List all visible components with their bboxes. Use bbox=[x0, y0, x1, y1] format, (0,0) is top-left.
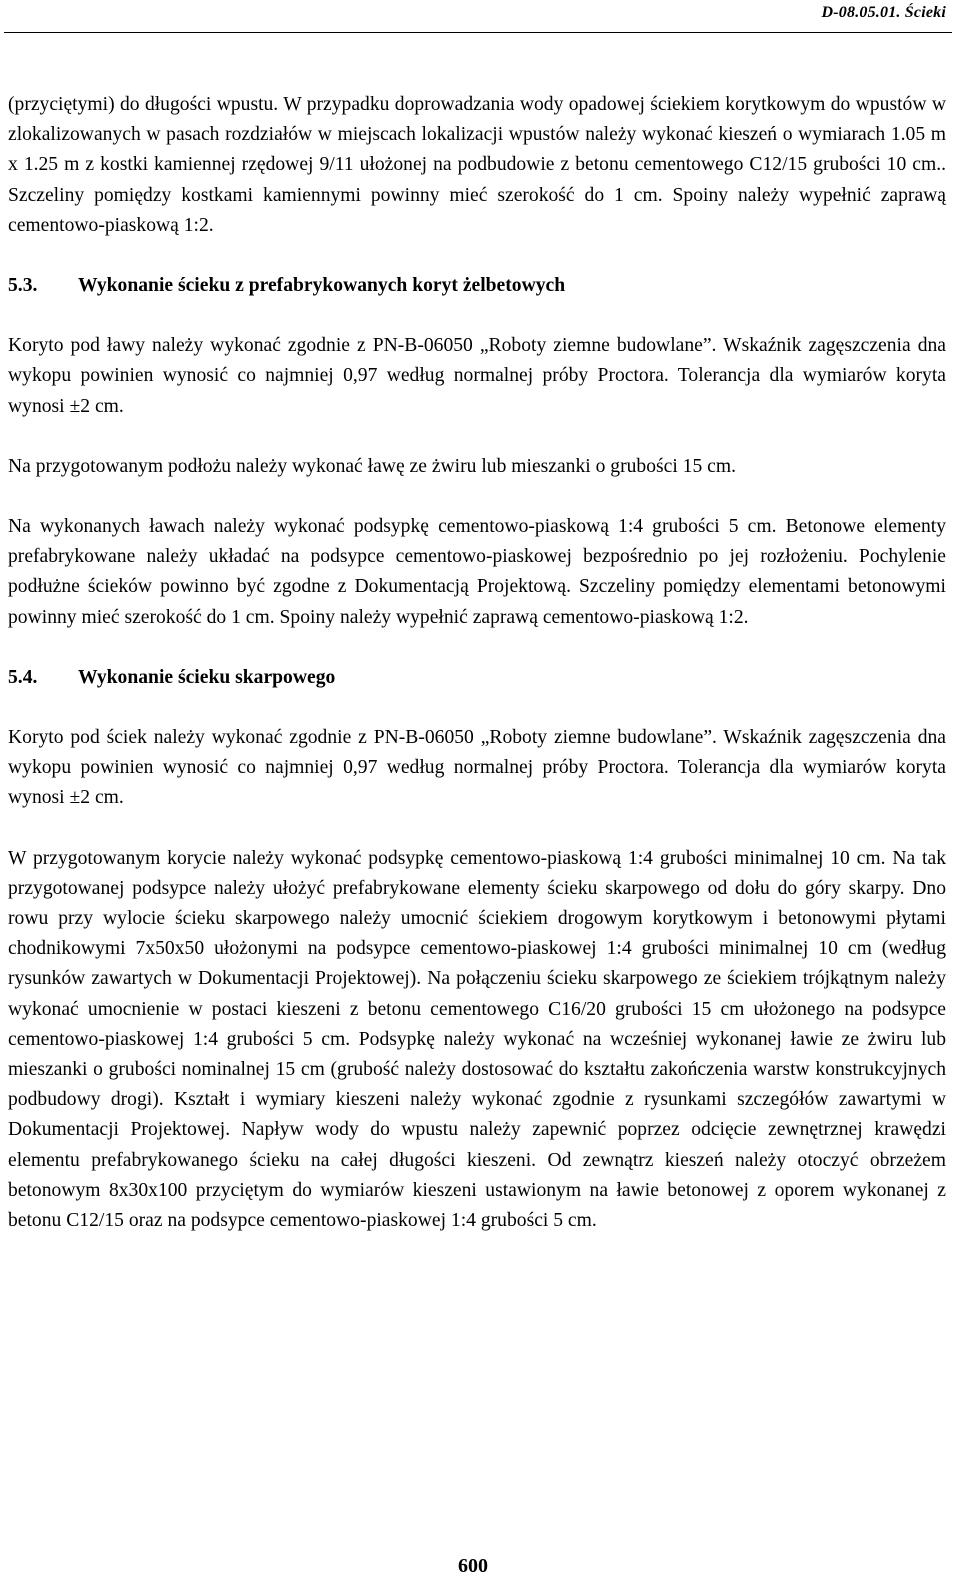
section-heading-5-3 bbox=[8, 271, 946, 301]
running-header: D-08.05.01. Ścieki bbox=[821, 4, 946, 21]
paragraph: Koryto pod ściek należy wykonać zgodnie z PN-B-06050 „Roboty ziemne budowlane”. Wskaźnik zagęszczenia dna wykopu powinien wynosić co najmniej 0,97 według normalnej próby Proctora. Tolerancja dla wymiarów koryta wynosi ±2 cm. bbox=[8, 727, 946, 809]
section-heading-5-4 bbox=[8, 663, 946, 693]
paragraph: W przygotowanym korycie należy wykonać podsypkę cementowo-piaskową 1:4 grubości minimalnej 10 cm. Na tak przygotowanej podsypce należy ułożyć prefabrykowane elementy ścieku skarpowego od dołu do góry skarpy. Dno rowu przy wylocie ścieku skarpowego należy umocnić ściekiem drogowym korytkowym i betonowymi płytami chodnikowymi 7x50x50 ułożonymi na podsypce cementowo-piaskowej 1:4 grubości minimalnej 10 cm (według rysunków zawartych w Dokumentacji Projektowej). Na połączeniu ścieku skarpowego ze ściekiem trójkątnym należy wykonać umocnienie w postaci kieszeni z betonu cementowego C16/20 grubości 15 cm ułożonego na podsypce cementowo-piaskowej 1:4 grubości 5 cm. Podsypkę należy wykonać na wcześniej wykonanej ławie ze żwiru lub mieszanki o grubości nominalnej 15 cm (grubość należy dostosować do kształtu zakończenia warstw konstrukcyjnych podbudowy drogi). Kształt i wymiary kieszeni należy wykonać zgodnie z rysunkami szczegółów zawartymi w Dokumentacji Projektowej. Napływ wody do wpustu należy zapewnić poprzez odcięcie zewnętrznej krawędzi elementu prefabrykowanego ścieku na całej długości kieszeni. Od zewnątrz kieszeń należy otoczyć obrzeżem betonowym 8x30x100 przyciętym do wymiarów kieszeni ustawionym na ławie betonowej z oporem wykonanej z betonu C12/15 oraz na podsypce cementowo-piaskowej 1:4 grubości 5 cm. bbox=[8, 847, 946, 1232]
section-title: Wykonanie ścieku skarpowego bbox=[78, 666, 336, 688]
paragraph: Koryto pod ławy należy wykonać zgodnie z PN-B-06050 „Roboty ziemne budowlane”. Wskaźnik zagęszczenia dna wykopu powinien wynosić co najmniej 0,97 według normalnej próby Proctora. Tolerancja dla wymiarów koryta wynosi ±2 cm. bbox=[8, 335, 946, 417]
page-number: 600 bbox=[458, 1555, 488, 1577]
paragraph: Na wykonanych ławach należy wykonać podsypkę cementowo-piaskową 1:4 grubości 5 cm. Betonowe elementy prefabrykowane należy układać na podsypce cementowo-piaskowej bezpośrednio po jej rozłożeniu. Pochylenie podłużne ścieków powinno być zgodne z Dokumentacją Projektową. Szczeliny pomiędzy elementami betonowymi powinny mieć szerokość do 1 cm. Spoiny należy wypełnić zaprawą cementowo-piaskową 1:2. bbox=[8, 516, 946, 628]
section-number: 5.3. bbox=[8, 275, 38, 297]
section-title: Wykonanie ścieku z prefabrykowanych koryt żelbetowych bbox=[78, 275, 566, 297]
paragraph-continuation: (przyciętymi) do długości wpustu. W przypadku doprowadzania wody opadowej ściekiem korytkowym do wpustów w zlokalizowanych w pasach rozdziałów w miejscach lokalizacji wpustów należy wykonać kieszeń o wymiarach 1.05 m x 1.25 m z kostki kamiennej rzędowej 9/11 ułożonej na podbudowie z betonu cementowego C12/15 grubości 10 cm.. Szczeliny pomiędzy kostkami kamiennymi powinny mieć szerokość do 1 cm. Spoiny należy wypełnić zaprawą cementowo-piaskową 1:2. bbox=[8, 94, 946, 236]
paragraph: Na przygotowanym podłożu należy wykonać ławę ze żwiru lub mieszanki o grubości 15 cm. bbox=[8, 455, 737, 477]
header-rule bbox=[4, 32, 952, 33]
section-number: 5.4. bbox=[8, 666, 38, 688]
document-body bbox=[8, 90, 946, 1236]
